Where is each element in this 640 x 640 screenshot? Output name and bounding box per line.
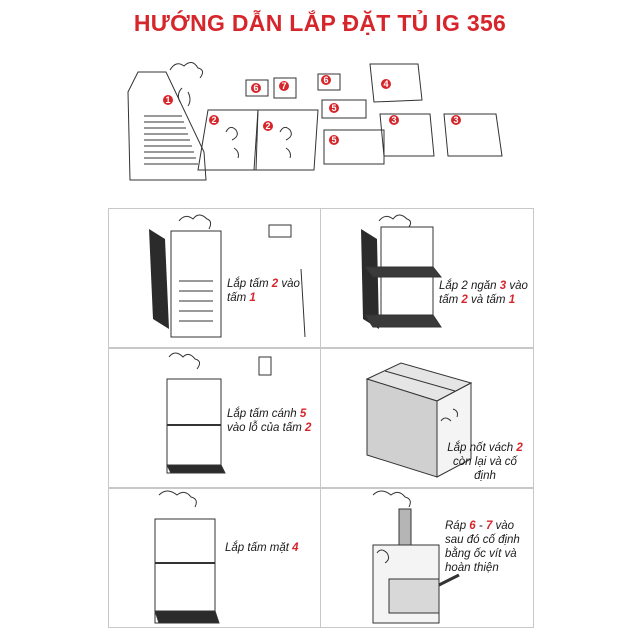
step-5-caption (225, 541, 315, 555)
step-5-text-a: Lắp tấm mặt (225, 542, 293, 554)
step-6-panel (320, 488, 534, 628)
badge-4: 4 (383, 79, 389, 89)
step-5-num-a: 4 (292, 542, 299, 554)
step-3-panel (108, 348, 322, 488)
step-6-num-b: 7 (485, 520, 493, 532)
parts-overview (108, 52, 532, 212)
parts-overview-drawing (108, 52, 532, 212)
step-1-panel (108, 208, 322, 348)
step-4-caption (441, 441, 529, 483)
page-title: HƯỚNG DẪN LẮP ĐẶT TỦ IG 356 (133, 10, 507, 36)
step-2-drawing (321, 209, 533, 347)
step-3-text-b: vào lỗ của tấm (227, 422, 305, 434)
part-2a-panel (198, 110, 258, 170)
step-5-drawing (109, 489, 321, 627)
step-2-text-a: Lắp 2 ngăn (439, 280, 500, 292)
badge-5a: 5 (331, 103, 337, 113)
step-1-back-panel (171, 215, 305, 337)
step-3-num-a: 5 (299, 408, 307, 420)
step-2-num-a: 3 (499, 280, 507, 292)
step-2-num-c: 1 (508, 294, 516, 306)
step-1-side-panel-dark (149, 229, 169, 329)
part-4-panel (370, 64, 422, 102)
badge-3a: 3 (391, 115, 397, 125)
step-6-text-a: Ráp (445, 520, 470, 532)
part-1-floral-top (170, 62, 203, 78)
step-4-text-b: còn lại và cố định (453, 456, 517, 482)
badge-6a: 6 (253, 83, 259, 93)
part-2b-cutout (280, 127, 291, 158)
step-5-cabinet (155, 491, 219, 623)
step-2-panel (320, 208, 534, 348)
step-2-num-b: 2 (461, 294, 468, 306)
step-1-caption (227, 277, 315, 305)
step-5-panel (108, 488, 322, 628)
part-3a-panel (380, 114, 434, 156)
badge-3b: 3 (453, 115, 459, 125)
step-4-text-a: Lắp nốt vách (447, 442, 517, 454)
step-1-num-b: 1 (249, 292, 256, 304)
step-1-text-a: Lắp tấm (227, 278, 272, 290)
step-6-text-c: vào sau đó cố định bằng ốc vít và hoàn thiện (445, 520, 520, 574)
step-6-caption (445, 519, 529, 575)
step-3-caption (227, 407, 315, 435)
badge-1: 1 (165, 95, 171, 105)
step-1-num-a: 2 (271, 278, 279, 290)
step-2-text-c: và tấm (467, 294, 509, 306)
badge-5b: 5 (331, 135, 337, 145)
step-2-caption (439, 279, 529, 307)
part-2a-cutout (226, 127, 239, 158)
step-1-text-b: vào tấm (227, 278, 300, 304)
step-4-panel (320, 348, 534, 488)
part-1-leaf-cutout (178, 88, 190, 106)
step-6-text-b: - (475, 520, 486, 532)
badge-2b: 2 (265, 121, 271, 131)
step-6-num-a: 6 (469, 520, 476, 532)
part-5a-panel (322, 100, 366, 118)
step-2-text-b: vào tấm (439, 280, 528, 306)
badge-2a: 2 (211, 115, 217, 125)
step-3-num-b: 2 (304, 422, 312, 434)
badge-6b: 6 (323, 75, 329, 85)
step-2-side-panel-dark (361, 229, 379, 329)
badge-7: 7 (281, 81, 287, 91)
step-4-num-a: 2 (516, 442, 523, 454)
step-3-text-a: Lắp tấm cánh (227, 408, 300, 420)
